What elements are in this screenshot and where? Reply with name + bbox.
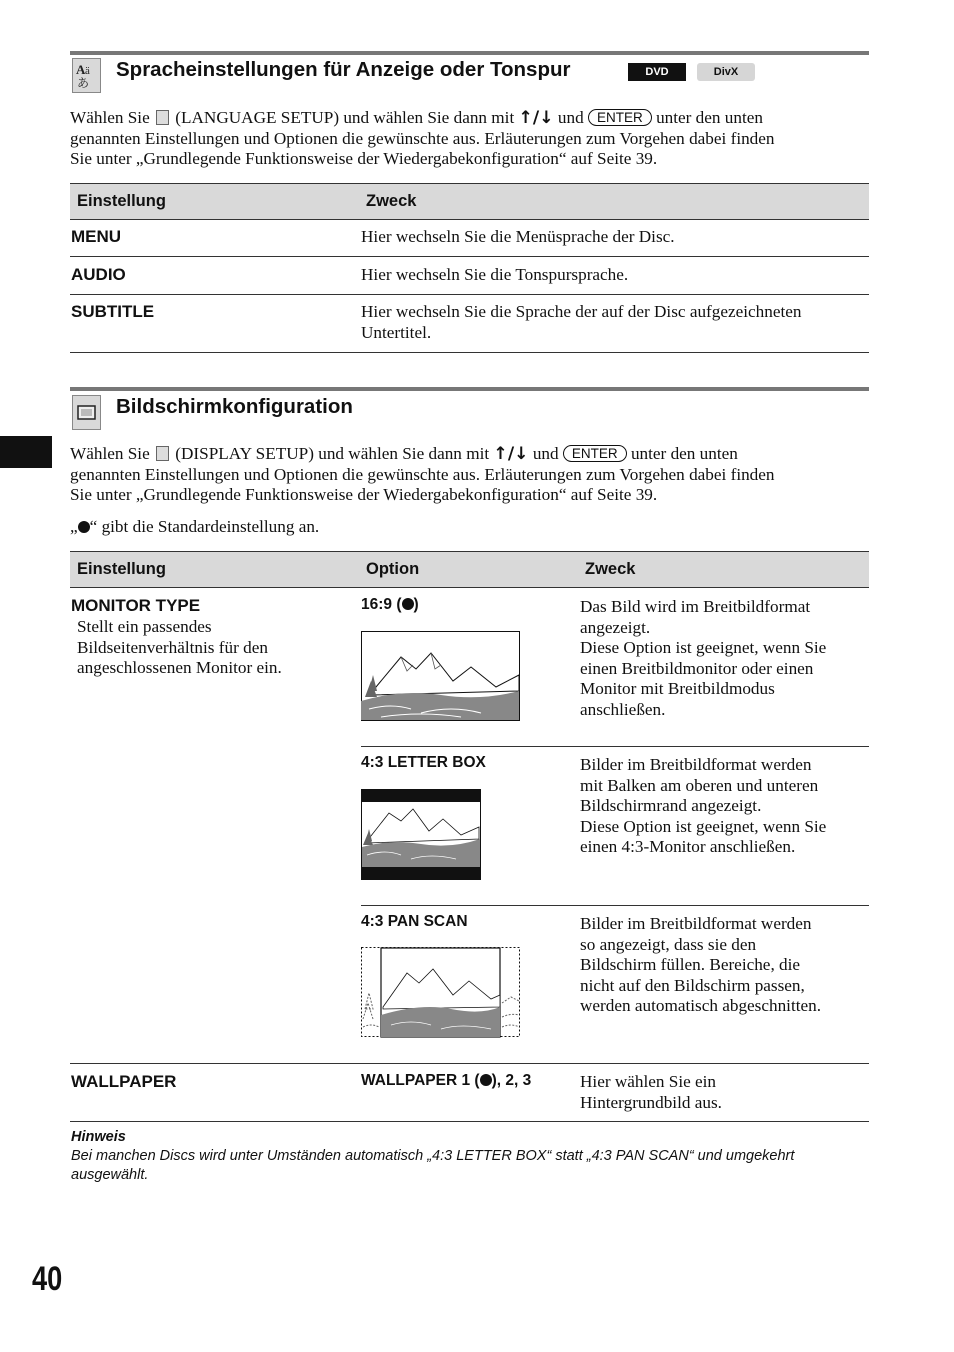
header-zweck: Zweck — [366, 192, 417, 210]
up-down-arrows-icon: ↑/↓ — [493, 444, 529, 464]
header-option: Option — [366, 560, 420, 578]
enter-key-icon: ENTER — [563, 445, 627, 462]
note-heading: Hinweis — [71, 1129, 126, 1145]
display-intro: Wählen Sie (DISPLAY SETUP) und wählen Sie dann mit ↑/↓ und ENTER unter den unten genannten Einstellungen und Optionen die gewünschte aus. Erläuterungen zum Vorgehen dabei finden Sie unter „Grundlegende Funktionsweise der Wiedergabekonfiguration“ auf Seite 39. — [70, 444, 775, 504]
svg-text:A: A — [76, 62, 86, 77]
row-divider — [70, 256, 869, 257]
option-16-9: 16:9 ( ) — [361, 596, 419, 613]
setting-subtitle: SUBTITLE — [71, 302, 155, 321]
language-intro: Wählen Sie (LANGUAGE SETUP) und wählen Sie dann mit ↑/↓ und ENTER unter den unten genannten Einstellungen und Optionen die gewünschte aus. Erläuterungen zum Vorgehen dabei finden Sie unter „Grundlegende Funktionsweise der Wiedergabekonfiguration“ auf Seite 39. — [70, 108, 775, 168]
section-rule — [70, 51, 869, 55]
monitor-type-description: Stellt ein passendes Bildseitenverhältnis für den angeschlossenen Monitor ein. — [77, 617, 282, 677]
svg-text:あ: あ — [77, 76, 90, 90]
section-rule — [70, 387, 869, 391]
section-title-language: Spracheinstellungen für Anzeige oder Tonspur — [116, 58, 571, 81]
header-zweck: Zweck — [585, 560, 636, 578]
purpose-letter-box: Bilder im Breitbildformat werden mit Balken am oberen und unteren Bildschirmrand angezeigt. Diese Option ist geeignet, wenn Sie einen 4:3-Monitor anschließen. — [580, 755, 827, 856]
svg-text:ä: ä — [85, 65, 90, 77]
setting-wallpaper: WALLPAPER — [71, 1072, 177, 1091]
option-letter-box: 4:3 LETTER BOX — [361, 754, 486, 771]
letterbox-illustration — [361, 789, 481, 880]
up-down-arrows-icon: ↑/↓ — [518, 108, 554, 128]
dvd-badge: DVD — [628, 63, 686, 81]
language-setup-inline-icon — [156, 110, 169, 125]
default-note: „ “ gibt die Standardeinstellung an. — [70, 517, 320, 536]
option-pan-scan: 4:3 PAN SCAN — [361, 913, 468, 930]
row-divider — [70, 294, 869, 295]
chapter-tab-marker — [0, 436, 52, 468]
table-bottom-rule — [70, 1121, 869, 1122]
row-divider — [361, 746, 869, 747]
widescreen-16-9-illustration — [361, 631, 520, 721]
language-table-header — [70, 183, 869, 220]
display-setup-icon — [72, 395, 101, 430]
display-table-header — [70, 551, 869, 588]
header-einstellung: Einstellung — [77, 192, 166, 210]
section-title-display: Bildschirmkonfiguration — [116, 395, 353, 418]
purpose-wallpaper: Hier wählen Sie ein Hintergrundbild aus. — [580, 1072, 722, 1112]
purpose-16-9: Das Bild wird im Breitbildformat angezeigt. Diese Option ist geeignet, wenn Sie einen Breitbildmonitor oder einen Monitor mit Breitbildmodus anschließen. — [580, 597, 827, 719]
default-dot-icon — [480, 1074, 492, 1086]
note-text: Bei manchen Discs wird unter Umständen automatisch „4:3 LETTER BOX“ statt „4:3 PAN SCAN“ und umgekehrt ausgewählt. — [71, 1148, 795, 1183]
page-number: 40 — [32, 1260, 63, 1298]
purpose-pan-scan: Bilder im Breitbildformat werden so angezeigt, dass sie den Bildschirm füllen. Bereiche, die nicht auf den Bildschirm passen, werden automatisch abgeschnitten. — [580, 914, 822, 1015]
setting-menu: MENU — [71, 227, 122, 246]
pan-scan-illustration — [361, 947, 521, 1038]
purpose-audio: Hier wechseln Sie die Tonspursprache. — [361, 265, 629, 284]
setting-audio: AUDIO — [71, 265, 126, 284]
row-divider — [361, 905, 869, 906]
language-setup-icon — [72, 58, 101, 93]
divx-badge: DivX — [697, 63, 755, 81]
row-divider — [70, 1063, 869, 1064]
default-dot-icon — [78, 521, 90, 533]
purpose-subtitle: Hier wechseln Sie die Sprache der auf der Disc aufgezeichneten Untertitel. — [361, 302, 802, 342]
header-einstellung: Einstellung — [77, 560, 166, 578]
setting-monitor-type: MONITOR TYPE — [71, 596, 201, 615]
default-dot-icon — [402, 598, 414, 610]
table-bottom-rule — [70, 352, 869, 353]
enter-key-icon: ENTER — [588, 109, 652, 126]
option-wallpaper: WALLPAPER 1 ( ), 2, 3 — [361, 1072, 532, 1089]
display-setup-inline-icon — [156, 446, 169, 461]
purpose-menu: Hier wechseln Sie die Menüsprache der Disc. — [361, 227, 675, 246]
